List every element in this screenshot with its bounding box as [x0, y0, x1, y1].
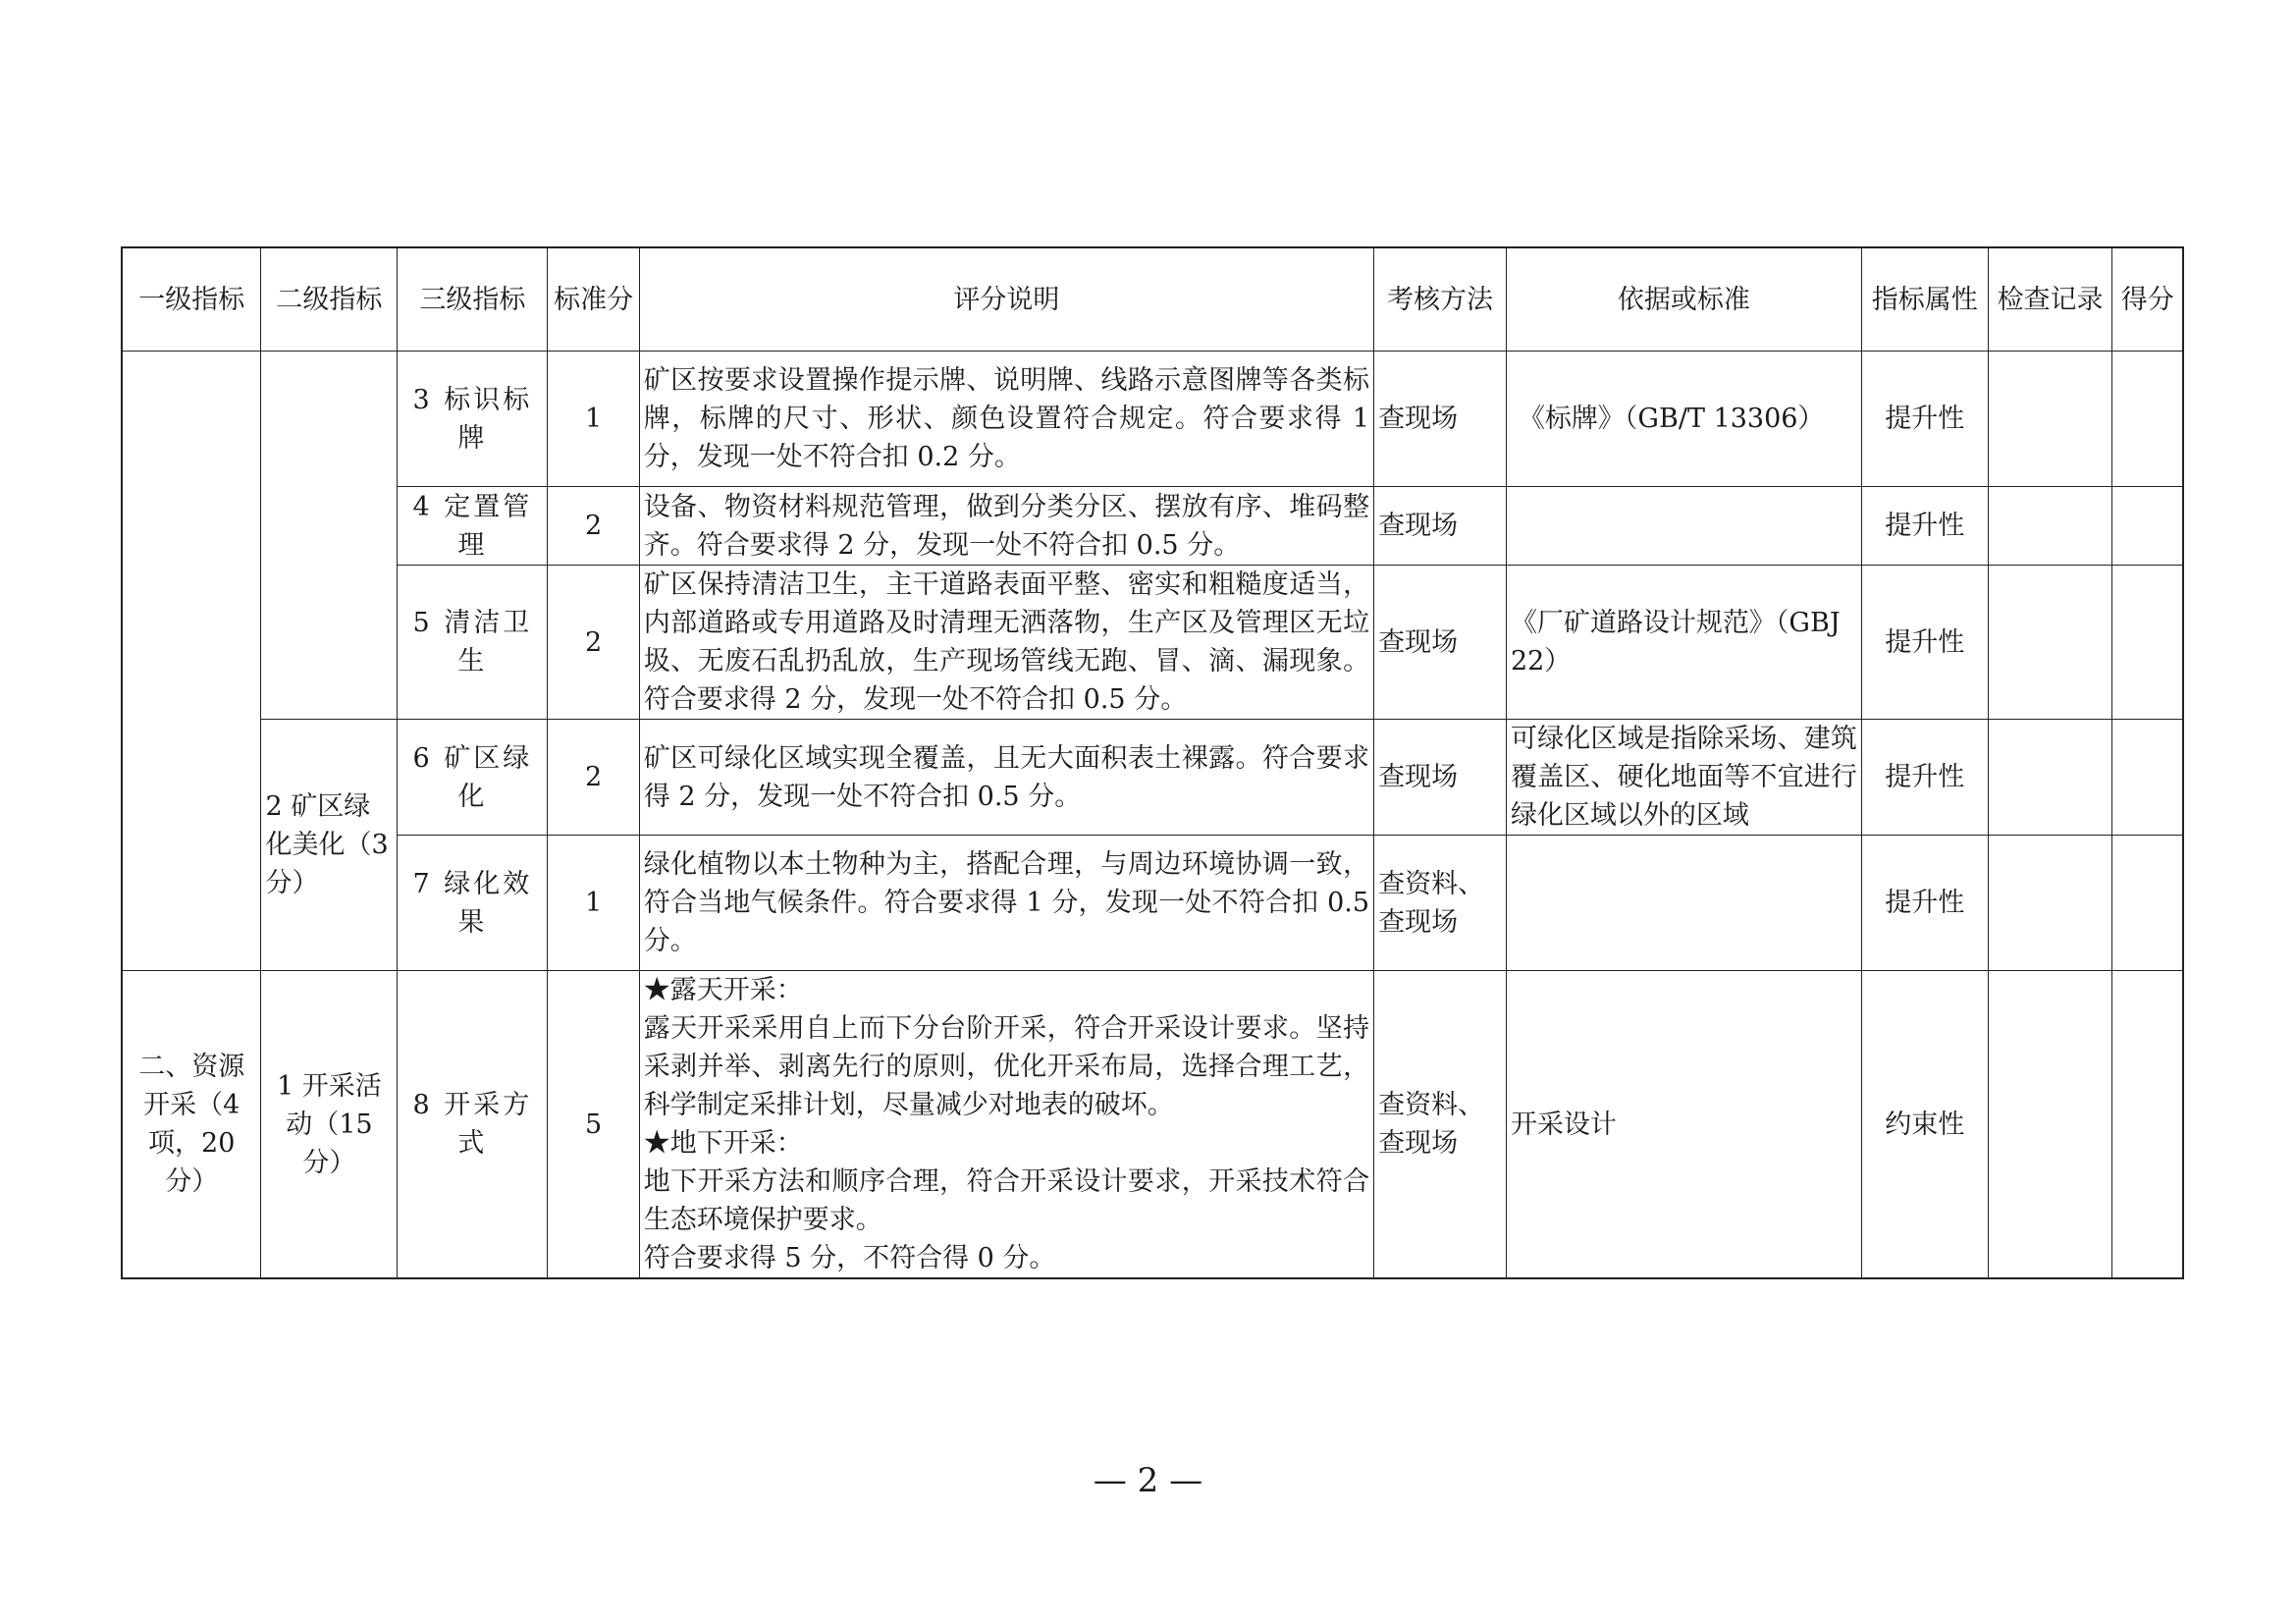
standard-score-cell: 2 — [548, 720, 639, 836]
scoring-description-cell: 绿化植物以本土物种为主，搭配合理，与周边环境协调一致，符合当地气候条件。符合要求得 1 分，发现一处不符合扣 0.5 分。 — [639, 836, 1373, 971]
scoring-description-cell: 矿区保持清洁卫生，主干道路表面平整、密实和粗糙度适当，内部道路或专用道路及时清理无洒落物，生产区及管理区无垃圾、无废石乱扔乱放，生产现场管线无跑、冒、滴、漏现象。符合要求得 2 分，发现一处不符合扣 0.5 分。 — [639, 566, 1373, 720]
table-row — [122, 971, 2183, 1279]
header-standard-score: 标准分 — [548, 247, 639, 352]
scoring-description-cell: ★露天开采： 露天开采采用自上而下分台阶开采，符合开采设计要求。坚持采剥并举、剥离先行的原则，优化开采布局，选择合理工艺，科学制定采排计划，尽量减少对地表的破坏。 ★地下开采： 地下开采方法和顺序合理，符合开采设计要求，开采技术符合生态环境保护要求。 符合要求得 5 分，不符合得 0 分。 — [639, 971, 1373, 1279]
scoring-description-cell: 设备、物资材料规范管理，做到分类分区、摆放有序、堆码整齐。符合要求得 2 分，发现一处不符合扣 0.5 分。 — [639, 487, 1373, 566]
table-row — [122, 720, 2183, 836]
standard-score-cell: 2 — [548, 487, 639, 566]
table-row — [122, 352, 2183, 487]
header-assessment-method: 考核方法 — [1374, 247, 1507, 352]
standard-score-cell: 2 — [548, 566, 639, 720]
level3-cell: 6 矿区绿化 — [398, 720, 548, 836]
basis-cell: 《标牌》（GB/T 13306） — [1506, 352, 1861, 487]
level3-cell: 5 清洁卫生 — [398, 566, 548, 720]
assessment-method-cell: 查现场 — [1374, 566, 1507, 720]
attribute-cell: 提升性 — [1861, 836, 1988, 971]
inspection-record-cell[interactable] — [1988, 971, 2112, 1279]
header-level3: 三级指标 — [398, 247, 548, 352]
assessment-method-cell: 查资料、查现场 — [1374, 836, 1507, 971]
assessment-method-cell: 查现场 — [1374, 720, 1507, 836]
header-scoring-description: 评分说明 — [639, 247, 1373, 352]
page-number: — 2 — — [1093, 1461, 1203, 1500]
basis-cell: 可绿化区域是指除采场、建筑覆盖区、硬化地面等不宜进行绿化区域以外的区域 — [1506, 720, 1861, 836]
header-level2: 二级指标 — [261, 247, 398, 352]
basis-cell: 开采设计 — [1506, 971, 1861, 1279]
level2-cell: 1 开采活动（15 分） — [261, 971, 398, 1279]
score-cell[interactable] — [2112, 720, 2183, 836]
standard-score-cell: 1 — [548, 836, 639, 971]
table-row — [122, 566, 2183, 720]
inspection-record-cell[interactable] — [1988, 720, 2112, 836]
scoring-description-cell: 矿区可绿化区域实现全覆盖，且无大面积表土裸露。符合要求得 2 分，发现一处不符合扣 0.5 分。 — [639, 720, 1373, 836]
standard-score-cell: 1 — [548, 352, 639, 487]
assessment-method-cell: 查现场 — [1374, 352, 1507, 487]
scoring-description-cell: 矿区按要求设置操作提示牌、说明牌、线路示意图牌等各类标牌，标牌的尺寸、形状、颜色设置符合规定。符合要求得 1 分，发现一处不符合扣 0.2 分。 — [639, 352, 1373, 487]
assessment-method-cell: 查资料、查现场 — [1374, 971, 1507, 1279]
table-row — [122, 487, 2183, 566]
level3-cell: 3 标识标牌 — [398, 352, 548, 487]
header-level1: 一级指标 — [122, 247, 261, 352]
basis-cell: 《厂矿道路设计规范》（GBJ 22） — [1506, 566, 1861, 720]
level3-cell: 8 开采方式 — [398, 971, 548, 1279]
table-header-row — [122, 247, 2183, 352]
header-score: 得分 — [2112, 247, 2183, 352]
table-row — [122, 836, 2183, 971]
inspection-record-cell[interactable] — [1988, 566, 2112, 720]
header-basis-standard: 依据或标准 — [1506, 247, 1861, 352]
attribute-cell: 提升性 — [1861, 566, 1988, 720]
standard-score-cell: 5 — [548, 971, 639, 1279]
level2-cell: 2 矿区绿化美化（3 分） — [261, 720, 398, 971]
level3-cell: 4 定置管理 — [398, 487, 548, 566]
attribute-cell: 提升性 — [1861, 352, 1988, 487]
assessment-method-cell: 查现场 — [1374, 487, 1507, 566]
attribute-cell: 提升性 — [1861, 487, 1988, 566]
score-cell[interactable] — [2112, 352, 2183, 487]
level2-cell-empty — [261, 352, 398, 720]
level3-cell: 7 绿化效果 — [398, 836, 548, 971]
score-cell[interactable] — [2112, 836, 2183, 971]
evaluation-table — [121, 246, 2184, 1279]
attribute-cell: 约束性 — [1861, 971, 1988, 1279]
inspection-record-cell[interactable] — [1988, 487, 2112, 566]
level1-cell: 二、资源开采（4 项，20 分） — [122, 971, 261, 1279]
basis-cell — [1506, 487, 1861, 566]
attribute-cell: 提升性 — [1861, 720, 1988, 836]
score-cell[interactable] — [2112, 566, 2183, 720]
inspection-record-cell[interactable] — [1988, 352, 2112, 487]
score-cell[interactable] — [2112, 971, 2183, 1279]
inspection-record-cell[interactable] — [1988, 836, 2112, 971]
level1-cell-empty — [122, 352, 261, 971]
score-cell[interactable] — [2112, 487, 2183, 566]
header-indicator-attribute: 指标属性 — [1861, 247, 1988, 352]
header-inspection-record: 检查记录 — [1988, 247, 2112, 352]
basis-cell — [1506, 836, 1861, 971]
